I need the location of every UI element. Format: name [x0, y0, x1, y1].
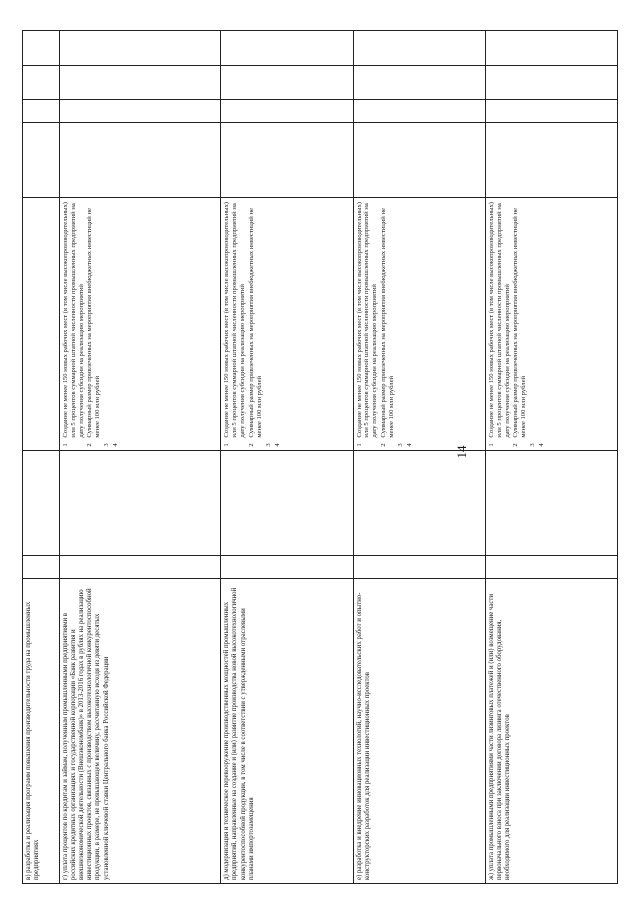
list-item: 2 Суммарный размер привлеченных на мероприятия внебюджетных инвестиций не менее 100 млн рублей	[380, 208, 396, 447]
table-row	[353, 31, 485, 884]
list-item: 3	[103, 443, 111, 447]
empty-cell	[59, 31, 221, 66]
indicator-list	[488, 201, 546, 447]
empty-cell	[353, 100, 485, 123]
list-item: 4	[538, 443, 546, 447]
empty-cell	[221, 450, 353, 556]
measure-text: д) модернизация и техническое перевооружение производственных мощностей промышленных предприятий, направленные на создание и (или) развитие производства новой высокотехнологичной конкурентоспособной продукции, в том числе в соответствии с утвержденными отраслевыми планами импортозамещения	[221, 579, 353, 884]
table-row	[485, 31, 617, 884]
empty-cell	[221, 556, 353, 579]
empty-cell	[353, 65, 485, 99]
empty-cell	[485, 31, 617, 66]
indicator-list	[356, 201, 414, 447]
list-item: 1 Создание не менее 150 новых рабочих мест (в том числе высокопроизводительных) или 5 процентов суммарной штатной численности промышленных предприятий на дату получения субсидии на реализацию мероприятий	[487, 202, 511, 447]
empty-cell	[221, 100, 353, 123]
empty-cell	[23, 123, 60, 198]
empty-cell	[485, 100, 617, 123]
indicators-cell	[221, 197, 353, 450]
measure-text: в) разработка и реализация программ повышения производительности труда на промышленных предприятиях	[23, 579, 60, 884]
indicators-cell	[353, 197, 485, 450]
indicator-list	[62, 201, 120, 447]
empty-cell	[59, 123, 221, 198]
list-item: 3	[529, 443, 537, 447]
empty-cell	[23, 31, 60, 66]
list-item: 2 Суммарный размер привлеченных на мероприятия внебюджетных инвестиций не менее 100 млн рублей	[248, 208, 263, 447]
empty-cell	[485, 123, 617, 198]
empty-cell	[353, 123, 485, 198]
measure-text: г) уплата процентов по кредитам и займам, полученным промышленными предприятиями в российских кредитных организациях и государственной корпорации «Банк развития и внешнеэкономической деятельности (Внешэкономбанк)» в 2013-2016 годах в рублях на реализацию инвестиционных проектов, связанных с производством высокотехнологичной конкурентоспособной продукции, в размере, не превышающем величину, рассчитанную исходя из девяти десятых установленной ключевой ставки Центрального банка Российской Федерации	[59, 579, 221, 884]
empty-cell	[221, 123, 353, 198]
indicator-list	[223, 201, 281, 447]
list-item: 1 Создание не менее 150 новых рабочих мест (в том числе высокопроизводительных) или 5 процентов суммарной штатной численности промышленных предприятий на дату получения субсидии на реализацию мероприятий	[61, 202, 85, 447]
empty-cell	[485, 556, 617, 579]
empty-cell	[23, 65, 60, 99]
measure-text: ж) уплата промышленными предприятиями части лизинговых платежей и (или) возмещение части первоначального взноса при заключении договора лизинга отечественного оборудования, необходимого для реализации инвестиционных проектов	[485, 579, 617, 884]
empty-cell	[23, 450, 60, 556]
measures-table	[22, 30, 618, 884]
empty-cell	[485, 450, 617, 556]
list-item: 2 Суммарный размер привлеченных на мероприятия внебюджетных инвестиций не менее 100 млн рублей	[512, 208, 528, 447]
empty-cell	[59, 556, 221, 579]
empty-cell	[23, 100, 60, 123]
measure-text: е) разработка и внедрение инновационных технологий, научно-исследовательских работ и опытно-конструкторских разработок для реализации инвестиционных проектов	[353, 579, 485, 884]
table-row	[59, 31, 221, 884]
empty-cell	[485, 65, 617, 99]
table-row	[221, 31, 353, 884]
table-row	[23, 31, 60, 884]
empty-cell	[221, 65, 353, 99]
empty-cell	[353, 31, 485, 66]
indicators-cell	[485, 197, 617, 450]
list-item: 3	[397, 443, 405, 447]
rotated-table-sheet	[22, 30, 618, 884]
indicators-cell	[59, 197, 221, 450]
empty-cell	[353, 450, 485, 556]
empty-cell	[59, 65, 221, 99]
page-number: 14	[454, 445, 469, 459]
list-item: 1 Создание не менее 150 новых рабочих мест (в том числе высокопроизводительных) или 5 процентов суммарной штатной численности промышленных предприятий на дату получения субсидии на реализацию мероприятий	[223, 202, 247, 447]
list-item: 1 Создание не менее 150 новых рабочих мест (в том числе высокопроизводительных) или 5 процентов суммарной штатной численности промышленных предприятий на дату получения субсидии на реализацию мероприятий	[355, 202, 379, 447]
empty-cell	[23, 197, 60, 450]
empty-cell	[353, 556, 485, 579]
list-item: 4	[112, 443, 120, 447]
empty-cell	[59, 450, 221, 556]
list-item: 4	[405, 443, 413, 447]
list-item: 2 Суммарный размер привлеченных на мероприятия внебюджетных инвестиций не менее 100 млн рублей	[86, 208, 102, 447]
empty-cell	[59, 100, 221, 123]
empty-cell	[221, 31, 353, 66]
list-item: 3	[264, 443, 272, 447]
list-item: 4	[273, 443, 281, 447]
empty-cell	[23, 556, 60, 579]
